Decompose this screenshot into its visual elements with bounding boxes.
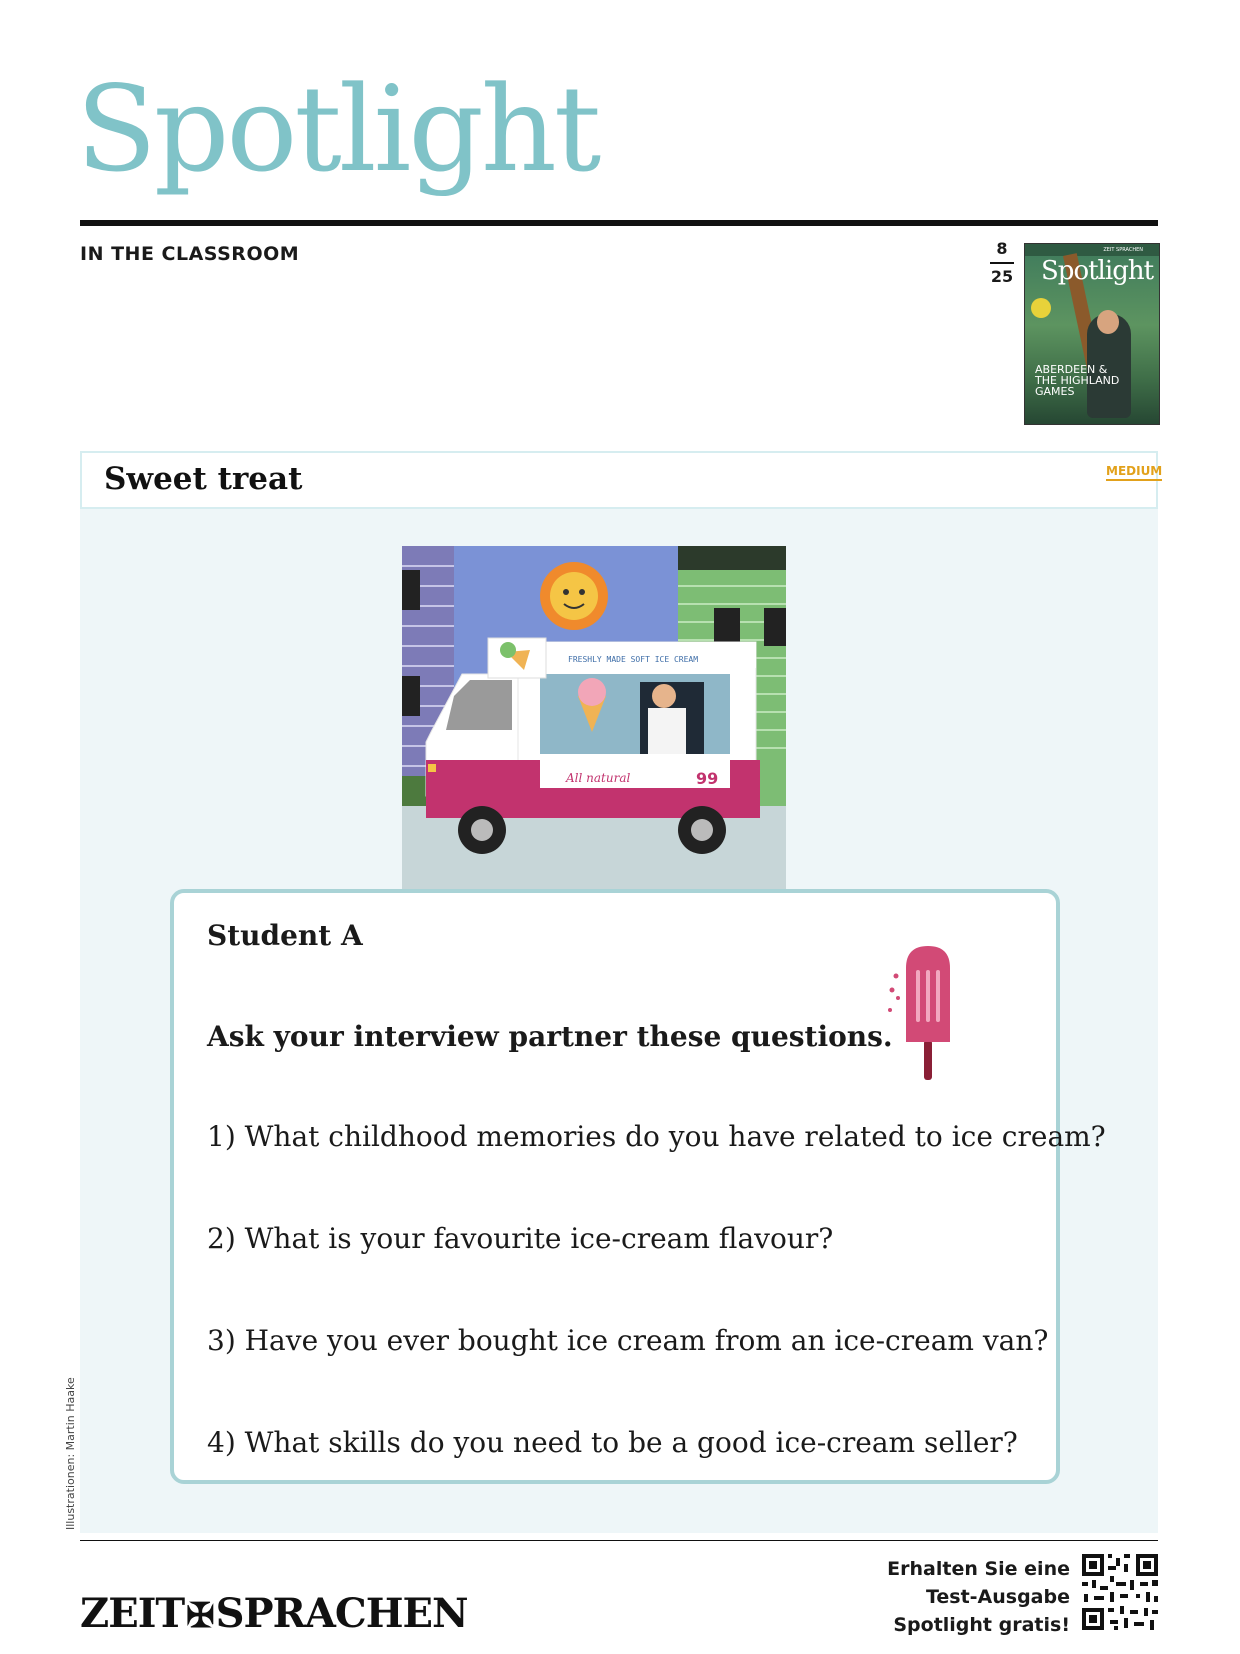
promo-line: Test-Ausgabe xyxy=(925,1586,1070,1608)
cover-headline-line: GAMES xyxy=(1035,385,1075,398)
footer-rule xyxy=(80,1540,1158,1541)
question-item: 4) What skills do you need to be a good ice-cream seller? xyxy=(207,1426,1018,1459)
cover-badge xyxy=(1031,298,1051,318)
cover-headline xyxy=(1035,364,1119,397)
cover-headline-line: ABERDEEN & xyxy=(1035,363,1108,376)
card-instruction: Ask your interview partner these questions. xyxy=(207,1020,893,1053)
popsicle-icon xyxy=(888,946,968,1082)
level-badge: MEDIUM xyxy=(1106,464,1162,481)
roof xyxy=(678,546,786,570)
cover-headline-line: THE HIGHLAND xyxy=(1035,374,1120,387)
cover-publisher: ZEIT SPRACHEN xyxy=(1025,244,1159,256)
section-label: IN THE CLASSROOM xyxy=(80,243,300,265)
illustration-credit: Illustrationen: Martin Haake xyxy=(64,1377,77,1530)
question-item: 3) Have you ever bought ice cream from an ice-cream van? xyxy=(207,1324,1049,1357)
exercise-title: Sweet treat xyxy=(104,461,303,497)
seller-body xyxy=(648,708,686,754)
van-natural-label: All natural xyxy=(566,771,631,785)
promo-line: Erhalten Sie eine xyxy=(887,1558,1070,1580)
brand-logo: Spotlight xyxy=(76,60,599,198)
window xyxy=(714,608,740,646)
magazine-cover[interactable] xyxy=(1024,243,1160,425)
sun-icon xyxy=(540,562,608,630)
window xyxy=(764,608,786,646)
van-sign: FRESHLY MADE SOFT ICE CREAM xyxy=(568,655,699,664)
question-item: 2) What is your favourite ice-cream flavour? xyxy=(207,1222,834,1255)
promo-text[interactable] xyxy=(870,1555,1070,1639)
headlight xyxy=(428,764,436,772)
cover-athlete-head xyxy=(1097,310,1119,334)
issue-number xyxy=(988,240,1016,285)
header-rule xyxy=(80,220,1158,226)
van-price: 99 xyxy=(696,769,719,788)
promo-line: Spotlight gratis! xyxy=(893,1614,1070,1636)
roof-cone-icon xyxy=(488,638,546,678)
rear-wheel-icon xyxy=(678,806,726,854)
seller-head xyxy=(652,684,676,708)
publisher-logo xyxy=(80,1590,468,1637)
issue-year: 25 xyxy=(990,266,1014,286)
scoop-icon xyxy=(578,678,606,706)
qr-code-icon[interactable] xyxy=(1080,1552,1160,1632)
ice-cream-van-illustration xyxy=(402,546,786,890)
publisher-right: SPRACHEN xyxy=(215,1590,468,1637)
issue-month: 8 xyxy=(996,239,1008,258)
street xyxy=(402,806,786,890)
card-heading: Student A xyxy=(207,919,363,952)
cover-title: Spotlight xyxy=(1041,256,1154,286)
crest-icon: ✠ xyxy=(186,1596,214,1636)
window xyxy=(402,570,420,610)
publisher-left: ZEIT xyxy=(80,1590,185,1637)
question-item: 1) What childhood memories do you have related to ice cream? xyxy=(207,1120,1106,1153)
window xyxy=(402,676,420,716)
issue-divider xyxy=(990,262,1014,264)
front-wheel-icon xyxy=(458,806,506,854)
